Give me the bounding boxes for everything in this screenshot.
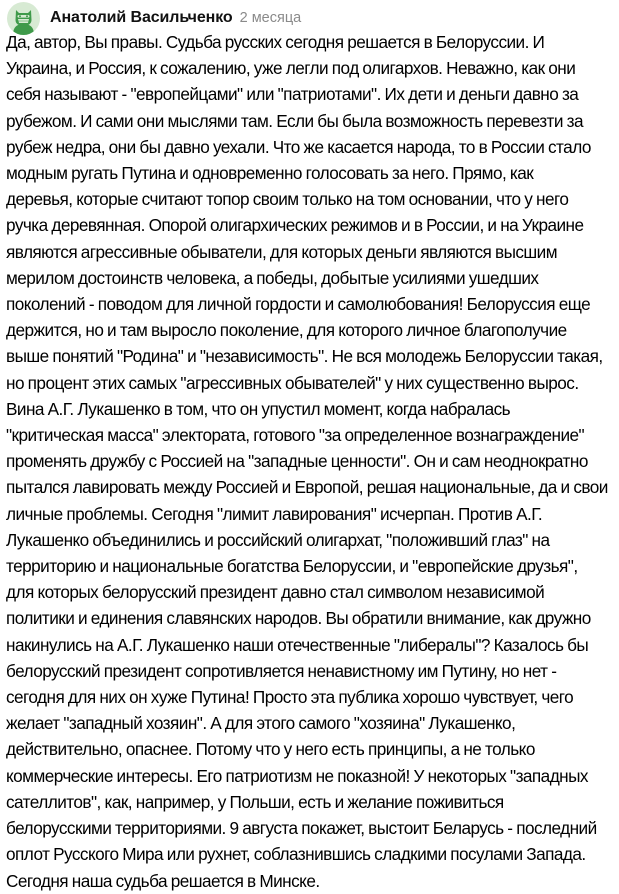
comment-line: Сегодня наша судьба решается в Минске. <box>6 870 320 891</box>
author-name[interactable]: Анатолий Васильченко <box>50 9 233 26</box>
comment-line: коммерческие интересы. Его патриотизм не показной! У некоторых "западных <box>6 765 588 786</box>
comment-line: белорусский президент сопротивляется ненавистному им Путину, но нет - <box>6 660 557 681</box>
comment-line: но процент этих самых "агрессивных обывателей" у них существенно вырос. <box>6 372 579 393</box>
comment-line: пытался лавировать между Россией и Европой, решая национальные, да и свои <box>6 477 608 498</box>
comment-line: территорию и национальные богатства Белоруссии, и "европейские друзья", <box>6 556 578 577</box>
comment-line: сателлитов", как, например, у Польши, есть и желание поживиться <box>6 791 504 812</box>
comment-line: променять дружбу с Россией на "западные ценности". Он и сам неоднократно <box>6 451 588 472</box>
comment-line: мерилом достоинств человека, а победы, добытые усилиями ушедших <box>6 267 539 288</box>
comment-line: действительно, опаснее. Потому что у него есть принципы, а не только <box>6 739 535 760</box>
comment-line: "критическая масса" электората, готового "за определенное вознаграждение" <box>6 425 585 446</box>
comment-line: выше понятий "Родина" и "независимость". Не вся молодежь Белоруссии такая, <box>6 346 603 367</box>
comment-line: Да, автор, Вы правы. Судьба русских сегодня решается в Белоруссии. И <box>6 32 545 52</box>
comment-line: белорусскими территориями. 9 августа покажет, выстоит Беларусь - последний <box>6 818 597 839</box>
comment-line: поколений - поводом для личной гордости и самолюбования! Белоруссия еще <box>6 294 591 315</box>
comment-line: личные проблемы. Сегодня "лимит лавирования" исчерпан. Против А.Г. <box>6 503 543 524</box>
comment-line: Вина А.Г. Лукашенко в том, что он упустил момент, когда набралась <box>6 398 511 419</box>
comment-line: модным ругать Путина и одновременно голосовать за него. Прямо, как <box>6 163 534 184</box>
comment-line: для которых белорусский президент давно стал символом независимой <box>6 582 545 603</box>
comment-line: держится, но и там выросло поколение, для которого личное благополучие <box>6 320 567 341</box>
comment-line: деревья, которые считают топор своим только на том основании, что у него <box>6 189 569 210</box>
comment-line: являются агрессивные обыватели, для которых деньги являются высшим <box>6 241 557 262</box>
comment-line: рубежом. И сами они мыслями там. Если бы была возможность перевезти за <box>6 110 583 131</box>
comment-line: сегодня для них он хуже Путина! Просто эта публика хорошо чувствует, чего <box>6 687 574 708</box>
comment-line: ручка деревянная. Опорой олигархических режимов и в России, и на Украине <box>6 215 584 236</box>
comment-line: Лукашенко объединились и российский олигархат, "положивший глаз" на <box>6 529 550 550</box>
comment-line: себя называют - "европейцами" или "патриотами". Их дети и деньги давно за <box>6 84 579 105</box>
comment-line: оплот Русского Мира или рухнет, соблазнившись сладкими посулами Запада. <box>6 844 586 865</box>
comment-body <box>6 29 618 894</box>
comment-timestamp: 2 месяца <box>239 10 302 26</box>
comment-line: накинулись на А.Г. Лукашенко наши отечественные "либералы"? Казалось бы <box>6 634 589 655</box>
comment-line: желает "западный хозяин". А для этого самого "хозяина" Лукашенко, <box>6 713 516 734</box>
comment-line: Украина, и Россия, к сожалению, уже легли под олигархов. Неважно, как они <box>6 58 576 79</box>
comment-line: рубеж недра, они бы давно уехали. Что же касается народа, то в России стало <box>6 136 591 157</box>
comment-line: политики и единения славянских народов. Вы обратили внимание, как дружно <box>6 608 591 629</box>
